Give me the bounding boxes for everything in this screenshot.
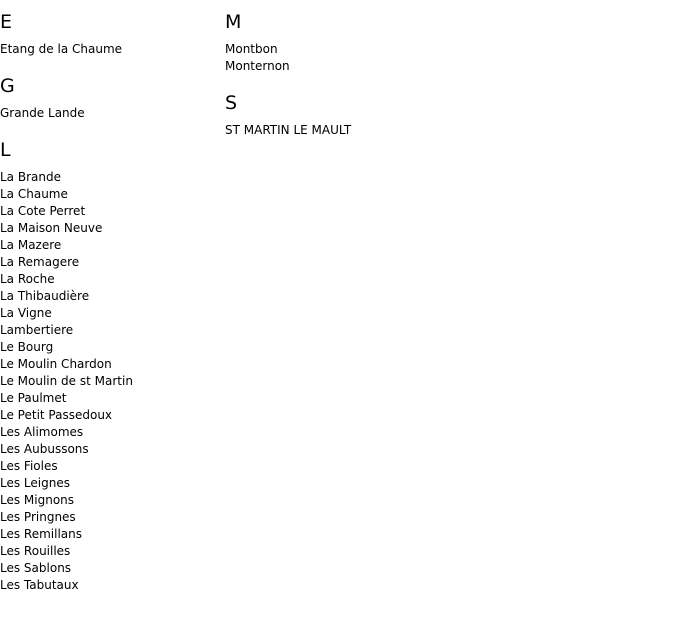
place-list-item — [0, 407, 220, 424]
place-list-item — [0, 356, 220, 373]
place-list-item — [0, 339, 220, 356]
letter-section — [225, 92, 445, 139]
place-link[interactable]: Le Bourg — [0, 340, 54, 354]
letter-heading: S — [225, 92, 238, 114]
place-link[interactable]: Les Alimomes — [0, 425, 84, 439]
place-link[interactable]: ST MARTIN LE MAULT — [225, 123, 352, 137]
place-link[interactable]: Etang de la Chaume — [0, 42, 123, 56]
place-list-item — [0, 237, 220, 254]
place-list-item — [0, 373, 220, 390]
place-list-item — [0, 441, 220, 458]
place-link[interactable]: Grande Lande — [0, 106, 85, 120]
place-list-item — [0, 220, 220, 237]
letter-section — [0, 11, 220, 58]
place-link[interactable]: Les Tabutaux — [0, 578, 79, 592]
place-link[interactable]: La Roche — [0, 272, 55, 286]
place-link[interactable]: Les Sablons — [0, 561, 72, 575]
place-link[interactable]: Les Remillans — [0, 527, 83, 541]
place-list-item — [0, 322, 220, 339]
place-link[interactable]: La Mazere — [0, 238, 62, 252]
index-column-left — [0, 0, 220, 594]
letter-section — [0, 139, 220, 594]
place-list-item — [0, 305, 220, 322]
place-list-item — [0, 475, 220, 492]
letter-section — [225, 11, 445, 75]
place-link[interactable]: La Remagere — [0, 255, 80, 269]
place-link[interactable]: La Maison Neuve — [0, 221, 103, 235]
place-list-item — [0, 105, 220, 122]
place-link[interactable]: Monternon — [225, 59, 290, 73]
place-link[interactable]: Le Paulmet — [0, 391, 67, 405]
place-link[interactable]: La Thibaudière — [0, 289, 90, 303]
place-list-item — [0, 186, 220, 203]
letter-heading: L — [0, 139, 11, 161]
place-list-item — [0, 203, 220, 220]
place-list-item — [0, 543, 220, 560]
place-link[interactable]: La Vigne — [0, 306, 52, 320]
place-link[interactable]: La Cote Perret — [0, 204, 86, 218]
place-link[interactable]: Lambertiere — [0, 323, 74, 337]
place-list-item — [0, 560, 220, 577]
place-link[interactable]: Le Petit Passedoux — [0, 408, 113, 422]
place-list-item — [0, 41, 220, 58]
place-list — [0, 41, 220, 58]
place-list-item — [0, 288, 220, 305]
letter-section — [0, 75, 220, 122]
letter-heading: E — [0, 11, 13, 33]
place-link[interactable]: Le Moulin Chardon — [0, 357, 112, 371]
place-list-item — [225, 58, 445, 75]
place-link[interactable]: Les Aubussons — [0, 442, 89, 456]
place-list-item — [0, 424, 220, 441]
place-link[interactable]: Les Mignons — [0, 493, 75, 507]
place-list-item — [0, 169, 220, 186]
place-link[interactable]: Les Fioles — [0, 459, 58, 473]
place-list — [225, 122, 445, 139]
place-list-item — [0, 509, 220, 526]
place-list — [225, 41, 445, 75]
place-link[interactable]: Le Moulin de st Martin — [0, 374, 133, 388]
place-list-item — [0, 271, 220, 288]
place-list-item — [0, 492, 220, 509]
place-link[interactable]: Les Pringnes — [0, 510, 76, 524]
place-link[interactable]: Les Leignes — [0, 476, 70, 490]
letter-heading: G — [0, 75, 15, 97]
place-list-item — [0, 458, 220, 475]
place-list — [0, 105, 220, 122]
place-link[interactable]: Montbon — [225, 42, 278, 56]
index-column-right — [225, 0, 445, 139]
place-list-item — [225, 122, 445, 139]
place-list-item — [0, 526, 220, 543]
place-list-item — [0, 390, 220, 407]
place-link[interactable]: La Brande — [0, 170, 61, 184]
place-list-item — [0, 577, 220, 594]
letter-heading: M — [225, 11, 242, 33]
place-list-item — [225, 41, 445, 58]
place-link[interactable]: La Chaume — [0, 187, 68, 201]
place-list — [0, 169, 220, 594]
place-link[interactable]: Les Rouilles — [0, 544, 71, 558]
place-list-item — [0, 254, 220, 271]
